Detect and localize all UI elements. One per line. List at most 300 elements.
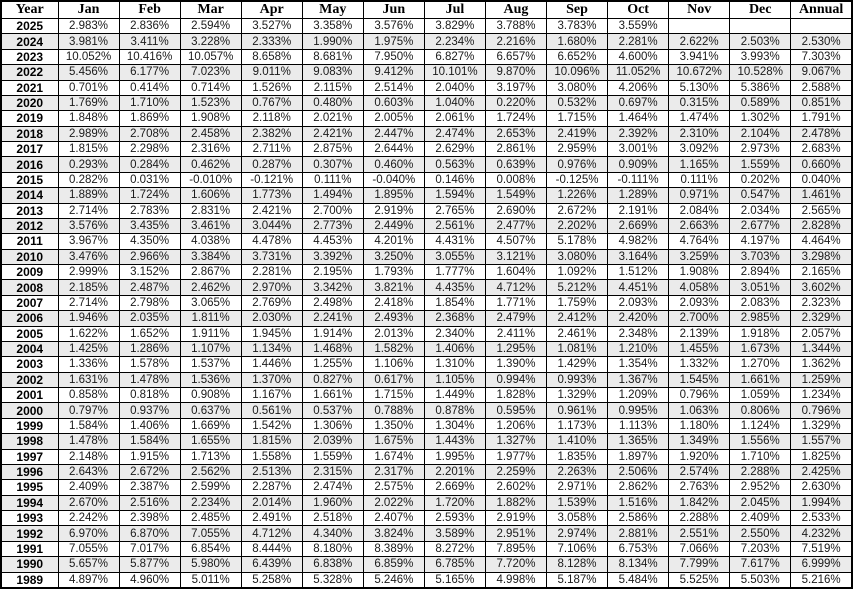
column-header-may: May xyxy=(302,1,363,19)
value-cell: 2.530% xyxy=(791,34,852,49)
year-cell: 1990 xyxy=(1,557,58,572)
value-cell: 1.539% xyxy=(547,495,608,510)
value-cell: 4.464% xyxy=(791,234,852,249)
value-cell: 2.974% xyxy=(547,526,608,541)
value-cell: 1.995% xyxy=(424,449,485,464)
table-row-2007 xyxy=(1,295,852,310)
value-cell: 2.622% xyxy=(669,34,730,49)
value-cell: 3.044% xyxy=(241,218,302,233)
table-row-2025 xyxy=(1,19,852,34)
year-cell: 2014 xyxy=(1,188,58,203)
value-cell: 1.259% xyxy=(791,372,852,387)
value-cell: 8.128% xyxy=(547,557,608,572)
value-cell: -0.040% xyxy=(363,172,424,187)
year-cell: 2023 xyxy=(1,49,58,64)
value-cell: 2.191% xyxy=(608,203,669,218)
value-cell: 2.485% xyxy=(180,511,241,526)
value-cell: 1.406% xyxy=(119,418,180,433)
value-cell: 2.506% xyxy=(608,464,669,479)
value-cell: 5.212% xyxy=(547,280,608,295)
value-cell: 2.491% xyxy=(241,511,302,526)
table-row-2010 xyxy=(1,249,852,264)
value-cell: 2.586% xyxy=(608,511,669,526)
value-cell: 1.724% xyxy=(119,188,180,203)
value-cell: 2.234% xyxy=(424,34,485,49)
value-cell: 0.537% xyxy=(302,403,363,418)
value-cell: 0.617% xyxy=(363,372,424,387)
year-cell: 2002 xyxy=(1,372,58,387)
table-row-1991 xyxy=(1,541,852,556)
year-cell: 2021 xyxy=(1,80,58,95)
value-cell: 0.603% xyxy=(363,95,424,110)
value-cell: -0.125% xyxy=(547,172,608,187)
value-cell: 7.799% xyxy=(669,557,730,572)
value-cell: 6.970% xyxy=(58,526,119,541)
column-header-sep: Sep xyxy=(547,1,608,19)
year-cell: 2012 xyxy=(1,218,58,233)
value-cell: 2.425% xyxy=(791,464,852,479)
value-cell: 2.310% xyxy=(669,126,730,141)
value-cell: 8.444% xyxy=(241,541,302,556)
value-cell: 0.532% xyxy=(547,95,608,110)
value-cell: 2.021% xyxy=(302,111,363,126)
value-cell: 1.106% xyxy=(363,357,424,372)
value-cell: 3.051% xyxy=(730,280,791,295)
value-cell: 1.526% xyxy=(241,80,302,95)
value-cell: 4.197% xyxy=(730,234,791,249)
value-cell: 2.516% xyxy=(119,495,180,510)
value-cell: 1.771% xyxy=(485,295,546,310)
value-cell: 2.690% xyxy=(485,203,546,218)
table-row-2018 xyxy=(1,126,852,141)
value-cell: 0.639% xyxy=(485,157,546,172)
value-cell: 4.201% xyxy=(363,234,424,249)
table-row-2004 xyxy=(1,341,852,356)
value-cell: 3.259% xyxy=(669,249,730,264)
table-row-2020 xyxy=(1,95,852,110)
value-cell: 0.111% xyxy=(669,172,730,187)
value-cell: 1.911% xyxy=(180,326,241,341)
value-cell: 2.644% xyxy=(363,142,424,157)
value-cell: 2.039% xyxy=(302,434,363,449)
value-cell: 1.777% xyxy=(424,265,485,280)
column-header-apr: Apr xyxy=(241,1,302,19)
value-cell: 2.148% xyxy=(58,449,119,464)
value-cell: 2.411% xyxy=(485,326,546,341)
value-cell: 1.713% xyxy=(180,449,241,464)
value-cell: 2.458% xyxy=(180,126,241,141)
value-cell: 4.600% xyxy=(608,49,669,64)
value-cell: 3.228% xyxy=(180,34,241,49)
value-cell: 2.798% xyxy=(119,295,180,310)
value-cell: 2.672% xyxy=(547,203,608,218)
column-header-oct: Oct xyxy=(608,1,669,19)
value-cell: 1.523% xyxy=(180,95,241,110)
value-cell: 1.815% xyxy=(58,142,119,157)
value-cell: 2.115% xyxy=(302,80,363,95)
value-cell: 2.831% xyxy=(180,203,241,218)
column-header-annual: Annual xyxy=(791,1,852,19)
value-cell: 1.255% xyxy=(302,357,363,372)
value-cell: 1.304% xyxy=(424,418,485,433)
table-row-1996 xyxy=(1,464,852,479)
value-cell: 7.066% xyxy=(669,541,730,556)
value-cell: 1.474% xyxy=(669,111,730,126)
value-cell: 2.409% xyxy=(58,480,119,495)
value-cell: 3.384% xyxy=(180,249,241,264)
table-row-1990 xyxy=(1,557,852,572)
value-cell: 0.284% xyxy=(119,157,180,172)
value-cell: 1.478% xyxy=(119,372,180,387)
value-cell: 1.977% xyxy=(485,449,546,464)
value-cell: 9.011% xyxy=(241,65,302,80)
value-cell: 0.994% xyxy=(485,372,546,387)
value-cell: 1.825% xyxy=(791,449,852,464)
value-cell: 2.315% xyxy=(302,464,363,479)
value-cell: 5.130% xyxy=(669,80,730,95)
value-cell: 0.937% xyxy=(119,403,180,418)
table-row-2017 xyxy=(1,142,852,157)
value-cell: 1.349% xyxy=(669,434,730,449)
value-cell: 0.480% xyxy=(302,95,363,110)
value-cell: 2.118% xyxy=(241,111,302,126)
year-cell: 1999 xyxy=(1,418,58,433)
value-cell: 7.023% xyxy=(180,65,241,80)
value-cell: 1.410% xyxy=(547,434,608,449)
value-cell: 2.014% xyxy=(241,495,302,510)
value-cell: 1.390% xyxy=(485,357,546,372)
value-cell: 1.674% xyxy=(363,449,424,464)
value-cell: 1.710% xyxy=(119,95,180,110)
value-cell: 8.272% xyxy=(424,541,485,556)
value-cell: 10.057% xyxy=(180,49,241,64)
value-cell: 3.001% xyxy=(608,142,669,157)
value-cell: 1.512% xyxy=(608,265,669,280)
year-cell: 2010 xyxy=(1,249,58,264)
value-cell: 1.134% xyxy=(241,341,302,356)
value-cell: 2.474% xyxy=(302,480,363,495)
value-cell: 3.981% xyxy=(58,34,119,49)
value-cell: 1.461% xyxy=(791,188,852,203)
value-cell: 2.670% xyxy=(58,495,119,510)
value-cell: 1.370% xyxy=(241,372,302,387)
value-cell: 4.764% xyxy=(669,234,730,249)
value-cell: 1.165% xyxy=(669,157,730,172)
value-cell: 3.602% xyxy=(791,280,852,295)
value-cell: 3.065% xyxy=(180,295,241,310)
value-cell: 2.919% xyxy=(485,511,546,526)
value-cell: 5.258% xyxy=(241,572,302,588)
value-cell: 2.398% xyxy=(119,511,180,526)
value-cell: 2.951% xyxy=(485,526,546,541)
value-cell: 1.584% xyxy=(119,434,180,449)
value-cell: 4.435% xyxy=(424,280,485,295)
value-cell: 4.451% xyxy=(608,280,669,295)
value-cell: 2.861% xyxy=(485,142,546,157)
value-cell: 2.234% xyxy=(180,495,241,510)
value-cell: 2.630% xyxy=(791,480,852,495)
value-cell: 2.287% xyxy=(241,480,302,495)
value-cell: 0.909% xyxy=(608,157,669,172)
year-cell: 2015 xyxy=(1,172,58,187)
year-cell: 1997 xyxy=(1,449,58,464)
table-row-2000 xyxy=(1,403,852,418)
value-cell: 1.915% xyxy=(119,449,180,464)
value-cell: 2.602% xyxy=(485,480,546,495)
year-cell: 2024 xyxy=(1,34,58,49)
value-cell: 1.606% xyxy=(180,188,241,203)
value-cell: 0.858% xyxy=(58,388,119,403)
value-cell: 6.657% xyxy=(485,49,546,64)
value-cell: 1.889% xyxy=(58,188,119,203)
value-cell: 1.092% xyxy=(547,265,608,280)
value-cell: 5.246% xyxy=(363,572,424,588)
value-cell: 0.660% xyxy=(791,157,852,172)
header-row xyxy=(1,1,852,19)
value-cell: 1.908% xyxy=(180,111,241,126)
value-cell: 0.851% xyxy=(791,95,852,110)
value-cell: 2.565% xyxy=(791,203,852,218)
value-cell: 6.785% xyxy=(424,557,485,572)
value-cell: 2.959% xyxy=(547,142,608,157)
value-cell: 4.232% xyxy=(791,526,852,541)
value-cell: 2.185% xyxy=(58,280,119,295)
value-cell: 7.017% xyxy=(119,541,180,556)
value-cell: 2.594% xyxy=(180,19,241,34)
value-cell: 5.657% xyxy=(58,557,119,572)
value-cell: 0.971% xyxy=(669,188,730,203)
value-cell: 0.976% xyxy=(547,157,608,172)
value-cell: 3.055% xyxy=(424,249,485,264)
value-cell: 3.058% xyxy=(547,511,608,526)
value-cell: 1.209% xyxy=(608,388,669,403)
year-cell: 2018 xyxy=(1,126,58,141)
year-cell: 2017 xyxy=(1,142,58,157)
value-cell: 7.055% xyxy=(58,541,119,556)
value-cell: 1.559% xyxy=(302,449,363,464)
value-cell: 2.195% xyxy=(302,265,363,280)
value-cell: 2.669% xyxy=(424,480,485,495)
value-cell: 0.806% xyxy=(730,403,791,418)
value-cell: 5.011% xyxy=(180,572,241,588)
value-cell: 1.516% xyxy=(608,495,669,510)
value-cell: 2.769% xyxy=(241,295,302,310)
value-cell: 1.059% xyxy=(730,388,791,403)
table-row-1998 xyxy=(1,434,852,449)
value-cell: 0.031% xyxy=(119,172,180,187)
value-cell: 3.164% xyxy=(608,249,669,264)
value-cell: 2.013% xyxy=(363,326,424,341)
value-cell: 1.994% xyxy=(791,495,852,510)
value-cell: 1.715% xyxy=(363,388,424,403)
year-cell: 2006 xyxy=(1,311,58,326)
value-cell: 9.870% xyxy=(485,65,546,80)
value-cell: 2.550% xyxy=(730,526,791,541)
year-cell: 2025 xyxy=(1,19,58,34)
value-cell: 6.838% xyxy=(302,557,363,572)
value-cell: 4.960% xyxy=(119,572,180,588)
table-row-2011 xyxy=(1,234,852,249)
value-cell: 0.547% xyxy=(730,188,791,203)
value-cell: 2.894% xyxy=(730,265,791,280)
table-row-1993 xyxy=(1,511,852,526)
value-cell: 3.993% xyxy=(730,49,791,64)
year-cell: 2005 xyxy=(1,326,58,341)
value-cell: 2.683% xyxy=(791,142,852,157)
value-cell: 1.631% xyxy=(58,372,119,387)
value-cell: 7.617% xyxy=(730,557,791,572)
value-cell: 1.680% xyxy=(547,34,608,49)
table-row-1999 xyxy=(1,418,852,433)
value-cell: 2.288% xyxy=(730,464,791,479)
value-cell: 1.173% xyxy=(547,418,608,433)
value-cell: 0.908% xyxy=(180,388,241,403)
value-cell: 3.080% xyxy=(547,80,608,95)
table-row-2016 xyxy=(1,157,852,172)
value-cell: 1.793% xyxy=(363,265,424,280)
value-cell: 7.720% xyxy=(485,557,546,572)
value-cell: 2.263% xyxy=(547,464,608,479)
value-cell: 3.559% xyxy=(608,19,669,34)
value-cell: 1.908% xyxy=(669,265,730,280)
value-cell: 6.854% xyxy=(180,541,241,556)
value-cell: 1.329% xyxy=(791,418,852,433)
value-cell: 4.712% xyxy=(485,280,546,295)
value-cell: 1.537% xyxy=(180,357,241,372)
value-cell: 1.557% xyxy=(791,434,852,449)
value-cell: -0.010% xyxy=(180,172,241,187)
value-cell: 0.414% xyxy=(119,80,180,95)
year-cell: 2003 xyxy=(1,357,58,372)
value-cell: 1.329% xyxy=(547,388,608,403)
value-cell: 2.202% xyxy=(547,218,608,233)
value-cell: 1.270% xyxy=(730,357,791,372)
column-header-jun: Jun xyxy=(363,1,424,19)
value-cell: 2.487% xyxy=(119,280,180,295)
value-cell: 3.358% xyxy=(302,19,363,34)
value-cell: 3.576% xyxy=(58,218,119,233)
value-cell: 5.187% xyxy=(547,572,608,588)
value-cell: 2.104% xyxy=(730,126,791,141)
value-cell: 1.720% xyxy=(424,495,485,510)
value-cell: 1.455% xyxy=(669,341,730,356)
value-cell: 8.681% xyxy=(302,49,363,64)
year-cell: 1989 xyxy=(1,572,58,588)
value-cell: 2.022% xyxy=(363,495,424,510)
value-cell: 2.421% xyxy=(302,126,363,141)
value-cell: 10.528% xyxy=(730,65,791,80)
value-cell: 2.419% xyxy=(547,126,608,141)
value-cell: 1.710% xyxy=(730,449,791,464)
value-cell: 1.113% xyxy=(608,418,669,433)
value-cell: 1.622% xyxy=(58,326,119,341)
value-cell: 3.121% xyxy=(485,249,546,264)
value-cell: 1.759% xyxy=(547,295,608,310)
value-cell: 3.941% xyxy=(669,49,730,64)
value-cell: 4.897% xyxy=(58,572,119,588)
value-cell: 0.008% xyxy=(485,172,546,187)
value-cell: 2.672% xyxy=(119,464,180,479)
year-cell: 1994 xyxy=(1,495,58,510)
value-cell: 0.697% xyxy=(608,95,669,110)
value-cell: 6.652% xyxy=(547,49,608,64)
value-cell: 3.576% xyxy=(363,19,424,34)
value-cell: 2.629% xyxy=(424,142,485,157)
year-cell: 1996 xyxy=(1,464,58,479)
value-cell: 0.796% xyxy=(669,388,730,403)
value-cell: 4.507% xyxy=(485,234,546,249)
table-body xyxy=(1,19,852,589)
value-cell: 2.418% xyxy=(363,295,424,310)
value-cell: 2.479% xyxy=(485,311,546,326)
value-cell: 5.484% xyxy=(608,572,669,588)
value-cell: 1.582% xyxy=(363,341,424,356)
value-cell: 1.107% xyxy=(180,341,241,356)
value-cell: 2.867% xyxy=(180,265,241,280)
value-cell: 8.134% xyxy=(608,557,669,572)
value-cell: 1.920% xyxy=(669,449,730,464)
value-cell: 3.392% xyxy=(302,249,363,264)
table-row-1995 xyxy=(1,480,852,495)
value-cell: 4.712% xyxy=(241,526,302,541)
value-cell: 3.788% xyxy=(485,19,546,34)
value-cell: 1.815% xyxy=(241,434,302,449)
value-cell: 3.527% xyxy=(241,19,302,34)
value-cell: 2.316% xyxy=(180,142,241,157)
table-row-2024 xyxy=(1,34,852,49)
value-cell: 1.295% xyxy=(485,341,546,356)
value-cell: 1.545% xyxy=(669,372,730,387)
value-cell: 6.870% xyxy=(119,526,180,541)
value-cell: 0.595% xyxy=(485,403,546,418)
value-cell: 2.700% xyxy=(302,203,363,218)
table-row-2008 xyxy=(1,280,852,295)
value-cell: 1.675% xyxy=(363,434,424,449)
value-cell: 2.477% xyxy=(485,218,546,233)
value-cell: 2.420% xyxy=(608,311,669,326)
value-cell: 1.105% xyxy=(424,372,485,387)
value-cell: 0.460% xyxy=(363,157,424,172)
value-cell: -0.121% xyxy=(241,172,302,187)
value-cell: 4.431% xyxy=(424,234,485,249)
value-cell: 1.769% xyxy=(58,95,119,110)
value-cell: 4.982% xyxy=(608,234,669,249)
value-cell: 9.412% xyxy=(363,65,424,80)
value-cell: 7.950% xyxy=(363,49,424,64)
value-cell: 2.323% xyxy=(791,295,852,310)
value-cell: 1.063% xyxy=(669,403,730,418)
year-cell: 2011 xyxy=(1,234,58,249)
value-cell: 2.083% xyxy=(730,295,791,310)
value-cell: 1.332% xyxy=(669,357,730,372)
year-cell: 2008 xyxy=(1,280,58,295)
value-cell: 1.286% xyxy=(119,341,180,356)
value-cell: 2.677% xyxy=(730,218,791,233)
value-cell: 1.604% xyxy=(485,265,546,280)
value-cell: 2.773% xyxy=(302,218,363,233)
value-cell: 2.765% xyxy=(424,203,485,218)
value-cell: 3.435% xyxy=(119,218,180,233)
year-cell: 2000 xyxy=(1,403,58,418)
table-row-1994 xyxy=(1,495,852,510)
value-cell: 3.967% xyxy=(58,234,119,249)
value-cell: 0.589% xyxy=(730,95,791,110)
value-cell: 10.096% xyxy=(547,65,608,80)
value-cell: 2.575% xyxy=(363,480,424,495)
value-cell: 5.503% xyxy=(730,572,791,588)
value-cell: 1.655% xyxy=(180,434,241,449)
value-cell: 3.080% xyxy=(547,249,608,264)
